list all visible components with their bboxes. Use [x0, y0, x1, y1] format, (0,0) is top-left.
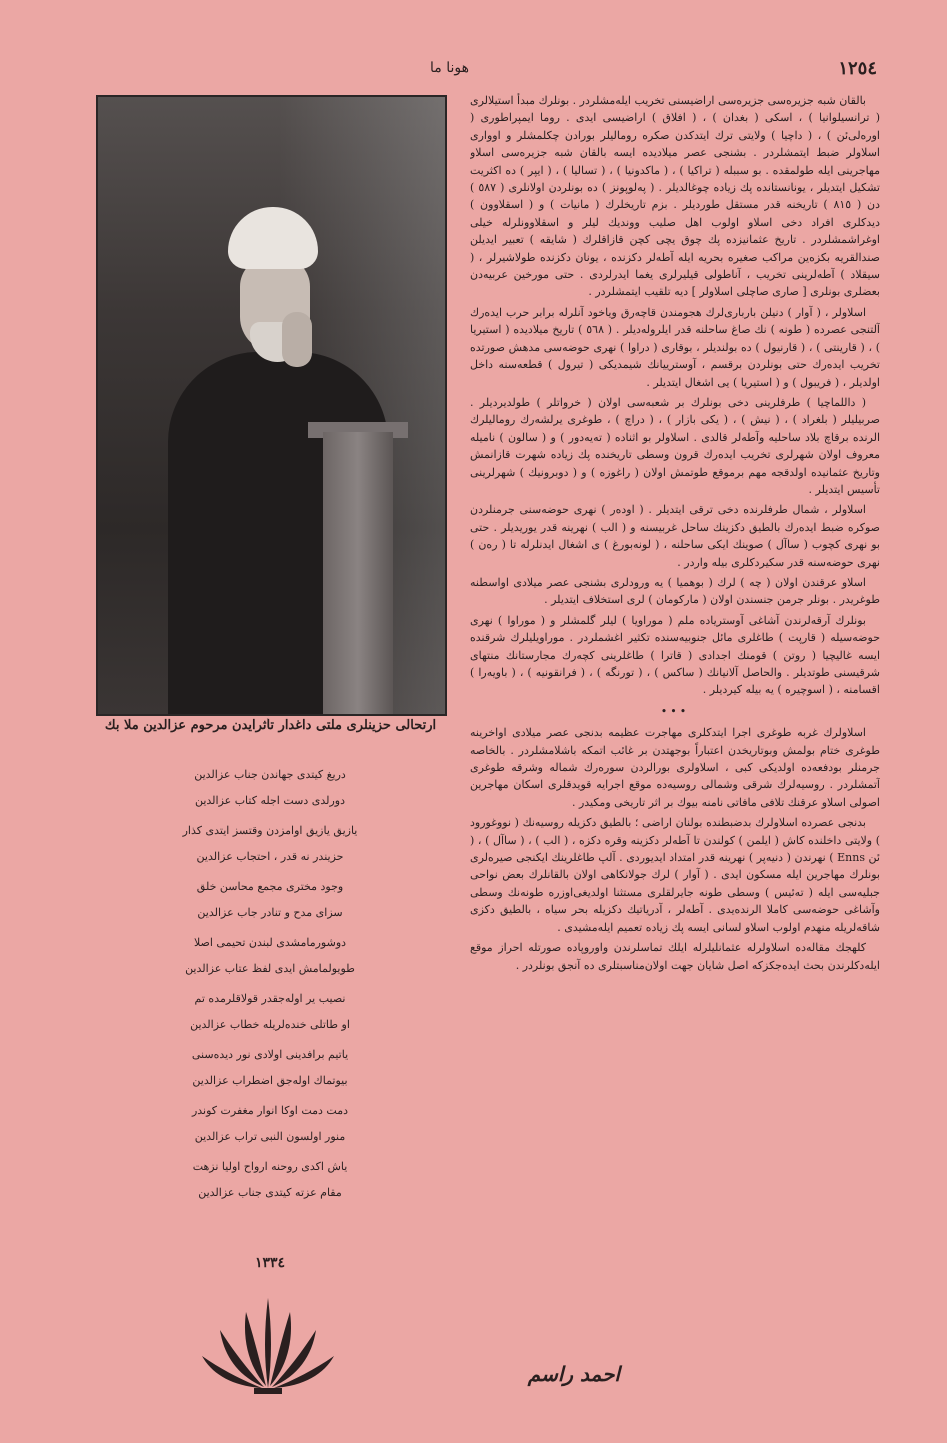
poem-couplet: [120, 1098, 420, 1150]
poem-line: نصیب یر اوله‌جقدر قولاقلرمده تم: [194, 992, 346, 1005]
poem-line: دوشورمامشدی لبندن تحیمی اصلا: [193, 936, 347, 949]
poem-couplet: [120, 762, 420, 814]
elegy-poem: [120, 762, 420, 1210]
poem-year: ١٣٣٤: [254, 1255, 286, 1271]
article-paragraph: بالقان شبه جزيره‌سی جزیره‌سی اراضیسنی تخریب ایله‌مشلردر . بونلرك مبدأ استیلالری ( ترانسیلوانیا ) ، اسكی ( بغدان ) ، ( افلاق ) اراضیسی ایدی . روما ایمپراطوری ( اورەلی‌ئن ) ، ( داچیا ) ولایتی ترك ایتدكدن صكره رومالیلر بورادن چكلمشلر و اوواری اسلاولر ضبط ایتمشلردر . بشنجی عصر میلادیده ایسه بالقان شبه جزیره‌سی اسلاو مهاجرینی ایله طولمقده . بو سببله ( تراكیا ) ، ( ماكدونیا ) ، ( تساليا ) ، ( ایپر ) ده اكثریت تشكیل ایتدیلر ، یونانستانده پك زیاده چوغالدیلر . ( پەلوپونز ) ده بونلردن اولانلری ( ٥٨٧ ) دن ( ٨١٥ ) تاریخنه قدر مستقل طوردیلر . بزم تاریخلرك ( مانیات ) و ( اسقلاوون ) دیدكلری افراد دخی اسلاو اولوب اهل صلیب ووندیك لیلر و اسقلاوونلرله خیلی اوغراشمشلردر . تاریخ عثمانیزده پك چوق یچی كچن قازاقلرك ( شایقه ) تعبیر ایدیلن صندالقریه بكزەین مراكب صغیره بحریه ایله آطه‌لر دكزنده ، یونان دكزنده طولاشیرلر ، ( سیقلاد ) آطه‌لرینی تخریب ، آناطولی قیلیرلری یغما ایدرلردی . حتی مورخین عربیه‌دن بعضلری بونلری [ صاری صاچلی اسلاولر ] دیه تلقیب ایتمشلردر .: [470, 94, 880, 299]
poem-line: یاتیم برافدینی اولادی نور دیده‌سنی: [191, 1048, 349, 1061]
poem-line: یازیق یازیق اوامزدن وقتسز ایتدی كذار: [182, 824, 358, 837]
poem-line: طویولمامش ایدی لفظ عتاب عزالدین: [185, 962, 355, 975]
portrait-photo: [96, 95, 447, 716]
poem-line: سزای مدح و تنادر جاب عزالدین: [197, 906, 343, 919]
page-header: [0, 58, 947, 88]
poem-couplet: [120, 1154, 420, 1206]
poem-line: حزیندر نه قدر ، احتجاب عزالدین: [196, 850, 344, 863]
photo-stand: [323, 432, 393, 714]
running-title: هونا ما: [430, 60, 469, 76]
author-signature: احمد راسم: [527, 1362, 620, 1386]
poem-couplet: [120, 930, 420, 982]
poem-line: وجود مختری مجمع محاسن خلق: [196, 880, 344, 893]
palmette-ornament-icon: [198, 1290, 338, 1400]
poem-line: او طاتلی خنده‌لریله خطاب عزالدین: [190, 1018, 350, 1031]
article-paragraph: اسلاولر ، ( آوار ) دنیلن بارباری‌لرك هجومندن قاچه‌رق ویاخود آنلرله برابر حرب ایده‌رك آلتنجی عصرده ( طونه ) نك صاغ ساحلنه قدر ایلرولەدیلر . ( ٥٦٨ ) تاریخ میلادیده ( استیریا ) ، ( قارینتی ) ، ( قارنیول ) ده بولندیلر ، بوقاری ( دراوا ) نهری حوضه‌سی مدهش صورتده تخریب ایده‌رك حتی بونلردن برقسم ، آوسترییانك شیمدیكی ( تیرول ) قطعه‌سنه داخل اولدیلر ، ( فریبول ) و ( استیریا ) یی اشغال ایتدیلر .: [470, 305, 880, 389]
photo-figure-hand: [282, 312, 312, 367]
article-paragraph: بونلرك آرقه‌لرندن آشاغی آوستریاده ملم ( موراویا ) لیلر گلمشلر و ( موراوا ) نهری حوضه‌سیله ( قارپت ) طاغلری مائل جنوبیه‌سنده تكثیر اغشملردر . موراویلیلرك شرقنده ایسه غالیچیا ( روتن ) قومنك اجدادی ( قاترا ) طاغلرینی كچه‌رك مجارستانك منتهای شرقیسنی طوتدیلر . والحاصل آلانیانك ( ساكس ) ، ( تورنگه ) ، ( فرانقونیه ) ، ( باویه‌را ) اقسامنه ، ( اسوچیره ) یه بیله كیردیلر .: [470, 613, 880, 697]
poem-couplet: [120, 818, 420, 870]
poem-line: مقام عزته كیتدی جناب عزالدین: [198, 1186, 342, 1199]
poem-couplet: [120, 1042, 420, 1094]
poem-couplet: [120, 986, 420, 1038]
article-body: [470, 92, 880, 1392]
poem-couplet: [120, 874, 420, 926]
article-paragraph: بدنجی عصرده اسلاولرك بدضبطنده بولنان اراضی ؛ بالطیق دكزیله روسیه‌نك ( نووغورود ) ولایتی داخلنده كاش ( ایلمن ) كولندن تا آطه‌لر دكزینه وقره دكزه ، ( الب ) ، ( ساآل ) ، ( ئن Enns ) نهرندن ( دنیه‌پر ) نهرینه قدر امتداد ایدیوردی . آلپ طاغلرینك ایكنجی صیره‌لری بونلرك مهاجرین ایله مسكون ایدی . ( آوار ) لرك جولانكاهی اولان بالقانلرك بعض نواحی جبلیه‌سی ایله ( تەئیس ) وسطی طونه جایرلقلری مستثنا اولدیغی‌اوزره طونه‌نك وسطی وآشاغی حوضه‌سی كاملا الرنده‌یدی . آطه‌لر ، آدریاتیك دكزیله بحر سیاه ، بالطیق دكزی شاقه‌لریله منهدم اولوب اسلاو لسانی ایسه پك زیاده تعمیم ایله‌مشیدی .: [470, 816, 880, 934]
poem-line: یاش اكدی روحنه ارواح اولیا نزهت: [192, 1160, 348, 1173]
article-paragraph: كلهجك مقاله‌ده اسلاولرله عثمانلیلرله ایلك تماسلرندن واوروپاده صورتله احراز موقع ایله‌دكلرندن بحث ایده‌جكزكه اصل شایان جهت اولان‌مناسبتلری ده آنجق بونلردر .: [470, 941, 880, 972]
poem-line: منور اولسون النبی تراب عزالدین: [194, 1130, 346, 1143]
article-paragraph: اسلاو عرقندن اولان ( چه ) لرك ( بوهمیا ) یه ورودلری بشنجی عصر میلادی اواسطنه طوغریدر . بونلر جرمن جنسندن اولان ( ماركومان ) لری استخلاف ایتدیلر .: [470, 575, 880, 607]
poem-line: بیوتماك اوله‌جق اضطراب عزالدین: [192, 1074, 348, 1087]
section-separator: •••: [660, 704, 690, 718]
article-paragraph: اسلاولر ، شمال طرفلرنده دخی ترقی ایتدیلر . ( اودەر ) نهری حوضه‌سنی جرمنلردن صوكره ضبط ایده‌رك بالطیق دكزینك ساحل غربیسنه و ( الب ) نهرینه قدر یوریدیلر . حتی بو نهری كچوب ( ساآل ) صوینك ایكی ساحلنه ، ( لونه‌بورغ ) ی اشغال ایدنلرله تا ( رەن ) نهری حوضه‌سنه قدر سكیردكلری بیله واردر .: [470, 503, 880, 569]
poem-line: دمت دمت اوكا انوار مغفرت كوندر: [191, 1104, 349, 1117]
poem-line: دریغ كیتدی جهاندن جناب عزالدین: [194, 768, 346, 781]
poem-line: دورلدی دست اجله كتاب عزالدین: [194, 794, 346, 807]
article-paragraph: ( داللماچیا ) طرفلرینی دخی بونلرك بر شعبه‌سی اولان ( خرواتلر ) طولدیردیلر . صربیلیلر ( بلغراد ) ، ( نیش ) ، ( یكی بازار ) ، ( دراچ ) ، طوغری یرلشه‌رك رومالیلرك الرنده برقاچ بلاد ساحلیه وآطه‌لر قالدی . اسلاولر بو اثناده ( ته‌یه‌دور ) و ( سالون ) نامیله معروف اولان شهرلری تخریب ایده‌رك قرون وسطی تاریخنده پك زیاده شهرت قازانمش وتاریخ عثمانیده اولدقجه مهم برموقع طوتمش اولان ( راغوزه ) و ( دوبرونیك ) شهرلرینی تأسیس ایتدیلر .: [470, 395, 880, 496]
page-number: ١٢٥٤: [838, 58, 877, 79]
photo-caption: ارتحالی حزینلری ملتی داغدار تأثرایدن مرحوم عزالدین ملا بك: [104, 718, 437, 733]
article-paragraph: اسلاولرك غربه طوغری اجرا ایتدكلری مهاجرت عظیمه بدنجی عصر میلادی اواخرینه طوغری ختام بولمش وبوتاریخدن اعتباراً بوجهتدن بر غائب اتمكه باشلامشلردر . بالخاصه جرمنلر بودفعه‌ده اولدیكی كبی ، اسلاولری بورالردن سوره‌رك شماله وشرقه طوغری آتمشلردر . روسیه‌لرك شرقی وشمالی روسیه‌ده موقع اجرایه قویدقلری اسكان مهاجرین اصولی اسلاو عرقنك تلافی مافاتی نامنه بیوك بر اثر تاریخی ومكیدر .: [470, 726, 880, 809]
